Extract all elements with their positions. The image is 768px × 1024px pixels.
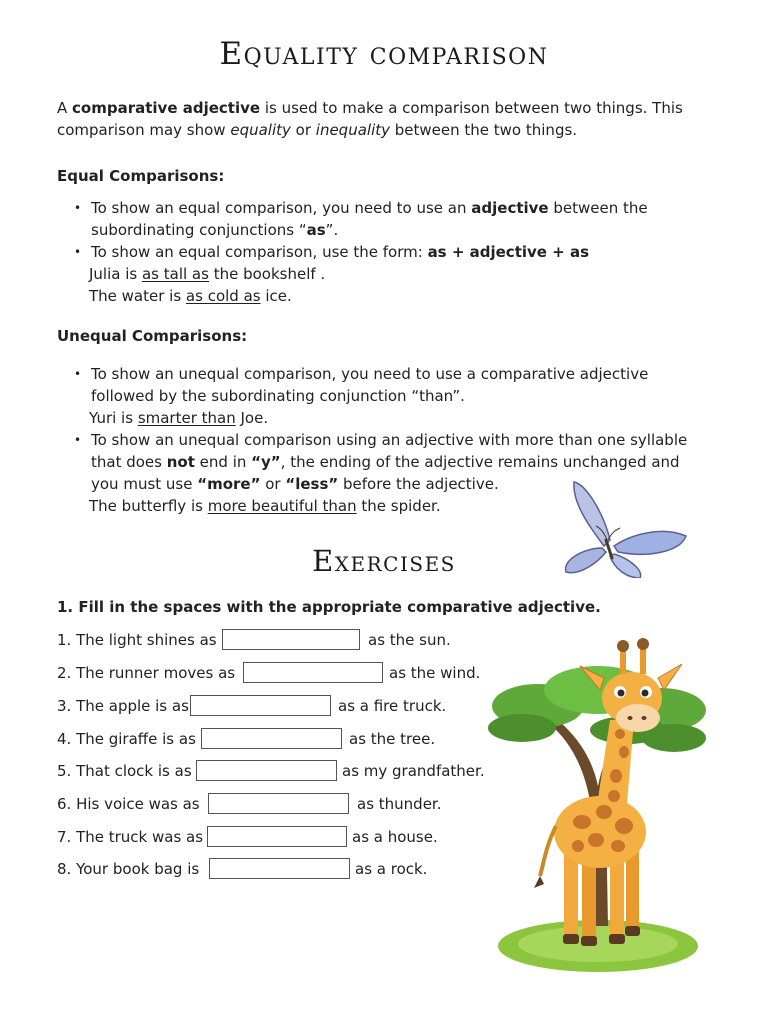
bullet-text: between the subordinating conjunctions “ [91, 199, 648, 239]
exercise-prompt: 7. The truck was as [57, 828, 204, 846]
intro-text: between the two things. [390, 121, 578, 139]
bullet-bold: as [306, 221, 326, 239]
bullet-bold: not [166, 453, 195, 471]
exercise-prompt: 3. The apple is as [57, 697, 189, 715]
exercise-ending: as the tree. [349, 730, 436, 748]
intro-text: or [290, 121, 316, 139]
bullet-text: To show an equal comparison, use the form: [91, 243, 428, 261]
intro-text: is used to make a comparison between two things. This comparison may show [57, 99, 683, 139]
exercise-instruction: 1. Fill in the spaces with the appropriate comparative adjective. [57, 598, 601, 616]
exercise-ending: as thunder. [357, 795, 442, 813]
unequal-example-1 [89, 407, 268, 429]
example-underline: more beautiful than [207, 497, 357, 515]
answer-field-2[interactable] [243, 662, 383, 683]
bullet-text: ”. [325, 221, 339, 239]
exercise-prompt: 5. That clock is as [57, 762, 192, 780]
bullet-text: end in [194, 453, 252, 471]
intro-text: A [57, 99, 73, 117]
equal-example-1 [89, 263, 325, 285]
answer-field-6[interactable] [208, 793, 349, 814]
exercise-prompt: 1. The light shines as [57, 631, 217, 649]
exercise-ending: as my grandfather. [342, 762, 485, 780]
unequal-bullet-1 [91, 363, 671, 407]
answer-field-4[interactable] [201, 728, 342, 749]
exercise-ending: as a fire truck. [338, 697, 447, 715]
bullet-bold: “y” [251, 453, 281, 471]
example-text: Julia is [89, 265, 142, 283]
answer-field-5[interactable] [196, 760, 337, 781]
bullet-text: To show an equal comparison, you need to use an [91, 199, 472, 217]
bullet-text: To show an unequal comparison, you need to use a comparative adjective followed by the subordinating conjunction “than”. [91, 365, 649, 405]
unequal-example-2 [89, 495, 441, 517]
bullet-text: before the adjective. [338, 475, 499, 493]
example-underline: as tall as [141, 265, 209, 283]
bullet-text: or [260, 475, 286, 493]
bullet-bold: “more” [197, 475, 261, 493]
intro-equality: equality [230, 121, 291, 139]
equal-example-2 [89, 285, 292, 307]
intro-term: comparative adjective [72, 99, 261, 117]
exercise-prompt: 8. Your book bag is [57, 860, 200, 878]
example-text: ice. [260, 287, 292, 305]
answer-field-8[interactable] [209, 858, 350, 879]
intro-paragraph [57, 97, 717, 141]
page-title: Equality comparison [219, 36, 549, 72]
example-text: Joe. [235, 409, 269, 427]
example-text: Yuri is [89, 409, 138, 427]
example-underline: as cold as [185, 287, 261, 305]
exercises-title: Exercises [312, 544, 456, 578]
equal-bullet-2 [91, 241, 701, 263]
exercise-ending: as a rock. [355, 860, 428, 878]
bullet-bold: as + adjective + as [427, 243, 590, 261]
unequal-heading: Unequal Comparisons: [57, 327, 248, 345]
giraffe-illustration [478, 626, 718, 976]
exercise-ending: as the wind. [389, 664, 481, 682]
bullet-text: To show an unequal comparison using an adjective with more than one syllable that does [91, 431, 688, 471]
example-underline: smarter than [137, 409, 236, 427]
intro-inequality: inequality [315, 121, 390, 139]
answer-field-1[interactable] [222, 629, 360, 650]
answer-field-7[interactable] [207, 826, 347, 847]
example-text: The butterfly is [89, 497, 208, 515]
exercise-ending: as a house. [352, 828, 438, 846]
answer-field-3[interactable] [190, 695, 331, 716]
exercise-ending: as the sun. [368, 631, 451, 649]
equal-bullet-1 [91, 197, 701, 241]
exercise-prompt: 2. The runner moves as [57, 664, 236, 682]
exercise-prompt: 6. His voice was as [57, 795, 200, 813]
bullet-text: , the ending of the adjective remains unchanged and you must use [91, 453, 680, 493]
bullet-bold: adjective [471, 199, 549, 217]
example-text: The water is [89, 287, 186, 305]
exercise-prompt: 4. The giraffe is as [57, 730, 196, 748]
example-text: the bookshelf . [208, 265, 326, 283]
example-text: the spider. [356, 497, 441, 515]
bullet-bold: “less” [285, 475, 339, 493]
equal-heading: Equal Comparisons: [57, 167, 225, 185]
